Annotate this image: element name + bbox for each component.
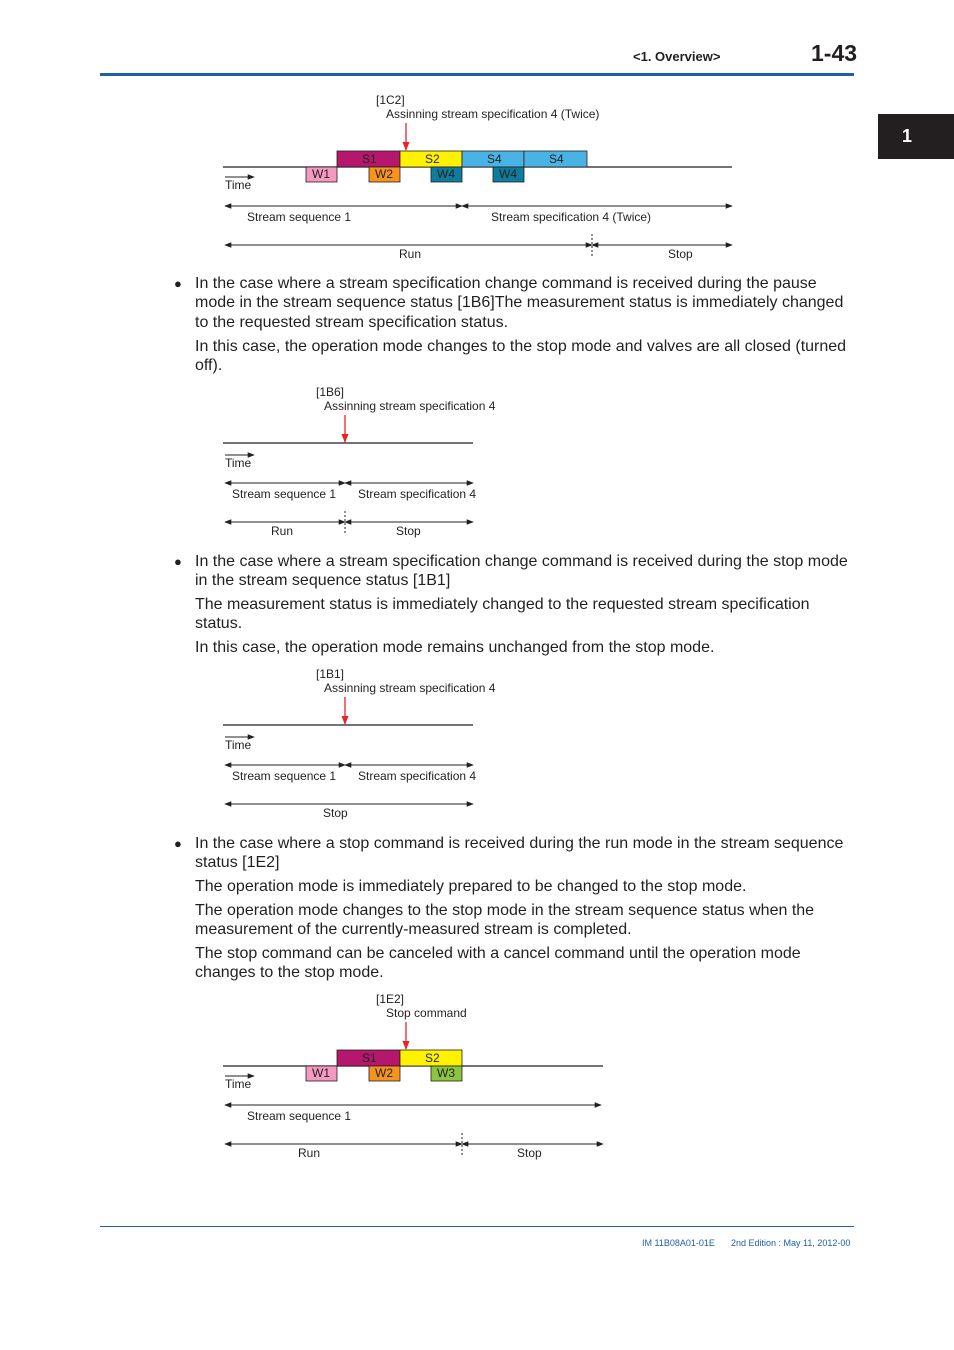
fig1-run-label: Run xyxy=(399,247,422,261)
fig4-seq-label: Stream sequence 1 xyxy=(247,1109,352,1123)
fig2-stop-label: Stop xyxy=(396,524,421,538)
fig2-seq-right-label: Stream specification 4 xyxy=(358,487,477,501)
fig1-s1-box xyxy=(337,151,400,167)
bullet1-text: In the case where a stream specification change command is received during the pause mode in the stream sequence status [1B6]The measurement status is immediately changed to the requested stream specification status. xyxy=(195,275,844,331)
footer-edition: 2nd Edition : May 11, 2012-00 xyxy=(731,1238,851,1248)
fig1-stop-label: Stop xyxy=(668,247,693,261)
bullet3-text: In the case where a stop command is received during the run mode in the stream sequence status [1E2] xyxy=(195,835,844,872)
footer-doc-id: IM 11B08A01-01E xyxy=(642,1238,715,1248)
fig1-w1-box xyxy=(306,167,337,182)
bullet3-note2: The operation mode changes to the stop mode in the stream sequence status when the measurement of the currently-measured stream is completed. xyxy=(195,902,815,939)
fig1-caption: Assinning stream specification 4 (Twice) xyxy=(386,107,600,121)
svg-text:S1: S1 xyxy=(362,152,377,166)
fig2-code: [1B6] xyxy=(316,385,345,399)
fig1-w4-box-b xyxy=(493,167,524,182)
fig4-s1-box xyxy=(337,1050,400,1066)
fig3-seq-right-label: Stream specification 4 xyxy=(358,769,477,783)
footer-rule xyxy=(100,1226,854,1227)
fig3-time-label: Time xyxy=(225,738,252,752)
fig3-stop-label: Stop xyxy=(323,806,348,820)
fig3-code: [1B1] xyxy=(316,667,345,681)
fig2-time-label: Time xyxy=(225,456,252,470)
fig2-caption: Assinning stream specification 4 xyxy=(324,399,496,413)
fig1-w4-box-a xyxy=(431,167,462,182)
fig2-run-label: Run xyxy=(271,524,294,538)
svg-text:W1: W1 xyxy=(312,167,330,181)
fig1-w2-box xyxy=(369,167,400,182)
fig4-w2-box xyxy=(369,1066,400,1081)
fig4-run-label: Run xyxy=(298,1146,321,1160)
bullet-marker: ● xyxy=(174,276,182,291)
fig4-stop-label: Stop xyxy=(517,1146,542,1160)
svg-text:W4: W4 xyxy=(499,167,517,181)
bullet1-note: In this case, the operation mode changes to the stop mode and valves are all closed (turned off). xyxy=(195,338,847,375)
bullet3-note3: The stop command can be canceled with a cancel command until the operation mode changes to the stop mode. xyxy=(195,945,801,982)
fig4-code: [1E2] xyxy=(376,992,405,1006)
bullet2-text: In the case where a stream specification change command is received during the stop mode in the stream sequence status [1B1] xyxy=(195,553,848,590)
fig1-s4-box-a xyxy=(462,151,524,167)
fig1-s2-box xyxy=(400,151,462,167)
fig1-code: [1C2] xyxy=(376,93,405,107)
fig4-w3-box xyxy=(431,1066,462,1081)
svg-text:W1: W1 xyxy=(312,1066,330,1080)
fig3-seq-left-label: Stream sequence 1 xyxy=(232,769,337,783)
fig4-w1-box xyxy=(306,1066,337,1081)
svg-text:S2: S2 xyxy=(425,152,440,166)
bullet2-note2: In this case, the operation mode remains unchanged from the stop mode. xyxy=(195,639,715,656)
svg-text:W2: W2 xyxy=(375,1066,393,1080)
bullet-marker: ● xyxy=(174,554,182,569)
svg-text:S4: S4 xyxy=(549,152,564,166)
svg-text:W4: W4 xyxy=(437,167,455,181)
svg-text:W2: W2 xyxy=(375,167,393,181)
svg-text:W3: W3 xyxy=(437,1066,455,1080)
fig1-seq-left-label: Stream sequence 1 xyxy=(247,210,352,224)
chapter-tab-label: 1 xyxy=(902,126,913,146)
fig1-seq-right-label: Stream specification 4 (Twice) xyxy=(491,210,652,224)
bullet-marker: ● xyxy=(174,836,182,851)
svg-text:S4: S4 xyxy=(487,152,502,166)
fig4-s2-box xyxy=(400,1050,462,1066)
section-title: <1. Overview> xyxy=(633,49,721,64)
fig4-caption: Stop command xyxy=(386,1006,467,1020)
bullet3-note1: The operation mode is immediately prepared to be changed to the stop mode. xyxy=(195,878,747,895)
fig2-seq-left-label: Stream sequence 1 xyxy=(232,487,337,501)
fig4-time-label: Time xyxy=(225,1077,252,1091)
page-number: 1-43 xyxy=(811,40,858,66)
fig1-s4-box-b xyxy=(524,151,587,167)
svg-text:S1: S1 xyxy=(362,1051,377,1065)
bullet2-note1: The measurement status is immediately changed to the requested stream specification status. xyxy=(195,596,810,633)
svg-text:S2: S2 xyxy=(425,1051,440,1065)
fig1-time-label: Time xyxy=(225,178,252,192)
fig3-caption: Assinning stream specification 4 xyxy=(324,681,496,695)
